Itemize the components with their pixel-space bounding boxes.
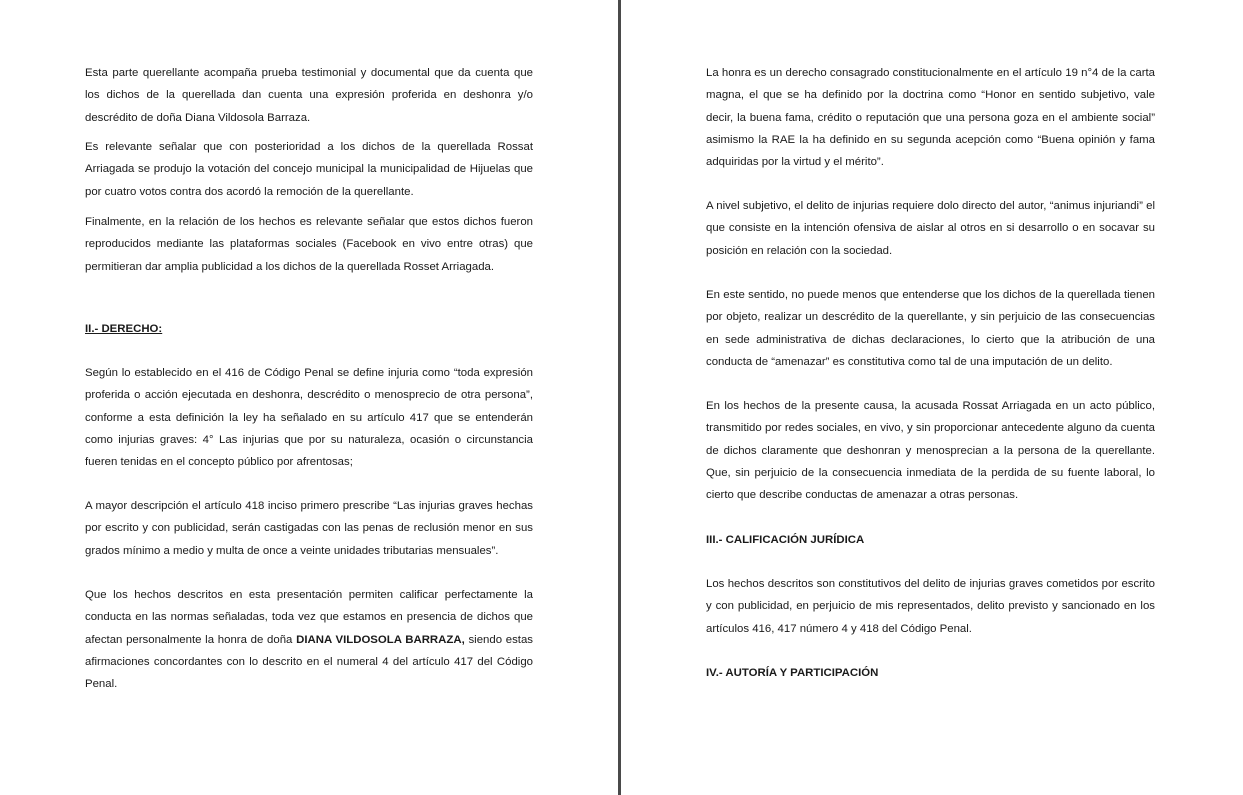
paragraph-en-este-sentido bbox=[706, 284, 1155, 373]
heading-calificacion-juridica: III.- CALIFICACIÓN JURÍDICA bbox=[706, 534, 865, 546]
heading-autoria-participacion: IV.- AUTORÍA Y PARTICIPACIÓN bbox=[706, 667, 879, 679]
paragraph-votacion-concejo bbox=[85, 136, 533, 203]
paragraph-prueba-testimonial bbox=[85, 62, 533, 129]
document-page-left bbox=[0, 0, 618, 795]
paragraph-text: A nivel subjetivo, el delito de injurias requiere dolo directo del autor, “animus injuriandi” el que consiste en la intención ofensiva de aislar al otros en si desarrollo o en socavar su posición en relación con la sociedad. bbox=[706, 200, 1155, 257]
paragraph-text: En este sentido, no puede menos que entenderse que los dichos de la querellada tienen por objeto, realizar un descrédito de la querellante, y sin perjuicio de las consecuencias en sede administrativa de dichas declaraciones, lo cierto que la atribución de una conducta de “amenazar” es constitutiva como tal de una imputación de un delito. bbox=[706, 289, 1155, 368]
paragraph-text: A mayor descripción el artículo 418 inciso primero prescribe “Las injurias graves hechas por escrito y con publicidad, serán castigadas con las penas de reclusión menor en sus grados mínimo a medio y multa de once a veinte unidades tributarias mensuales”. bbox=[85, 500, 533, 557]
paragraph-text: Es relevante señalar que con posterioridad a los dichos de la querellada Rossat Arriagada se produjo la votación del concejo municipal la municipalidad de Hijuelas que por cuatro votos contra dos acordó la remoción de la querellante. bbox=[85, 141, 533, 198]
paragraph-bold-name: DIANA VILDOSOLA BARRAZA, bbox=[296, 633, 465, 646]
paragraph-text: Los hechos descritos son constitutivos del delito de injurias graves cometidos por escrito y con publicidad, en perjuicio de mis representados, delito previsto y sancionado en los artículos 416, 417 número 4 y 418 del Código Penal. bbox=[706, 578, 1155, 635]
paragraph-calificar-conducta bbox=[85, 584, 533, 695]
paragraph-hechos-constitutivos bbox=[706, 573, 1155, 640]
paragraph-text bbox=[85, 584, 533, 695]
paragraph-honra-derecho bbox=[706, 62, 1155, 173]
paragraph-text: Esta parte querellante acompaña prueba testimonial y documental que da cuenta que los dichos de la querellada dan cuenta una expresión proferida en deshonra y/o descrédito de doña Diana Vildosola Barraza. bbox=[85, 67, 533, 124]
paragraph-plataformas-sociales bbox=[85, 211, 533, 278]
paragraph-articulo-418 bbox=[85, 495, 533, 562]
paragraph-text: Según lo establecido en el 416 de Código Penal se define injuria como “toda expresión proferida o acción ejecutada en deshonra, descrédito o menosprecio de otra persona”, conforme a esta definición la ley ha señalado en su artículo 417 que se entenderán como injurias graves: 4° Las injurias que por su naturaleza, ocasión o circunstancia fueren tenidas en el concepto público por afrentosas; bbox=[85, 367, 533, 469]
paragraph-nivel-subjetivo bbox=[706, 195, 1155, 262]
paragraph-definicion-injuria bbox=[85, 362, 533, 473]
paragraph-hechos-causa bbox=[706, 395, 1155, 506]
paragraph-text-part: siendo estas afirmaciones concordantes con lo descrito en el numeral 4 del artículo 417 del Código Penal. bbox=[85, 633, 534, 691]
paragraph-text: En los hechos de la presente causa, la acusada Rossat Arriagada en un acto público, transmitido por redes sociales, en vivo, y sin proporcionar antecedente alguno da cuenta de dichos claramente que deshonran y menosprecian a la persona de la querellante. Que, sin perjuicio de la consecuencia inmediata de la perdida de su fuente laboral, lo cierto que describe conductas de amenazar a otras personas. bbox=[706, 400, 1155, 502]
paragraph-text: Finalmente, en la relación de los hechos es relevante señalar que estos dichos fueron reproducidos mediante las plataformas sociales (Facebook en vivo entre otras) que permitieran dar amplia publicidad a los dichos de la querellada Rosset Arriagada. bbox=[85, 216, 533, 273]
paragraph-text-part: Que los hechos descritos en esta presentación permiten calificar perfectamente la conducta en las normas señaladas, toda vez que estamos en presencia de dichos que afectan personalmente la honra de doña bbox=[85, 589, 533, 646]
document-page-right bbox=[621, 0, 1243, 795]
heading-derecho: II.- DERECHO: bbox=[85, 323, 163, 335]
paragraph-text: La honra es un derecho consagrado constitucionalmente en el artículo 19 n°4 de la carta magna, el que se ha definido por la doctrina como “Honor en sentido subjetivo, vale decir, la buena fama, crédito o reputación que una persona goza en el ambiente social” asimismo la RAE la ha definido en su segunda acepción como “Buena opinión y fama adquiridas por la virtud y el mérito”. bbox=[706, 67, 1155, 169]
